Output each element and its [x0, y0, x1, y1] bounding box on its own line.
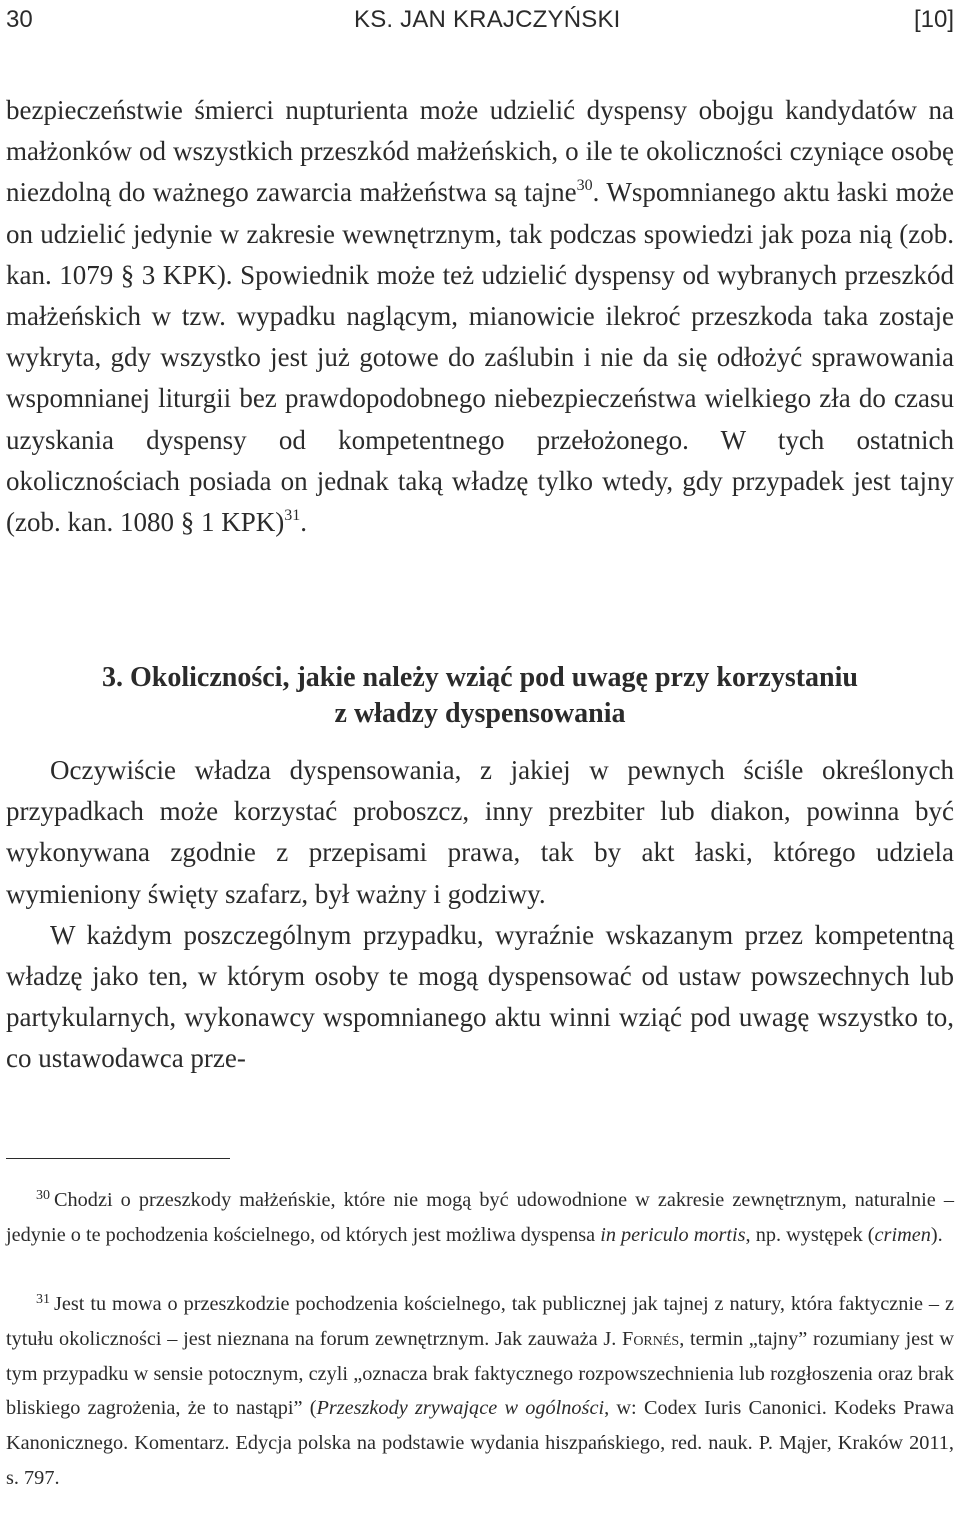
italic-run: in periculo mortis — [600, 1223, 746, 1246]
author-name: Fornés — [622, 1327, 680, 1350]
text-run: Chodzi o przeszkody małżeńskie, które nie mogą być udowodnione w zakresie zewnętrznym, naturalnie – jedynie o te pochodzenia kościelnego, od których jest możliwa dyspensa — [6, 1189, 954, 1246]
footnote-text — [6, 1287, 954, 1496]
body-text-section-3 — [6, 750, 954, 1080]
text-run: bezpieczeństwie śmierci nupturienta może udzielić dyspensy obojgu kandydatów na małżonków od wszystkich przeszkód małżeńskich, o ile te okoliczności czyniące osobę niezdolną do ważnego zawarcia małżeństwa są tajne — [6, 95, 954, 208]
running-title: KS. JAN KRAJCZYŃSKI — [354, 6, 621, 33]
text-run: , w: Codex Iuris Canonici. Kodeks Prawa Kanonicznego. Komentarz. Edycja polska na podstawie wydania hiszpańskiego, red. nauk. P. Mąjer, Kraków 2011, s. 797. — [6, 1397, 954, 1489]
italic-run: Przeszkody zrywające w ogólności — [316, 1397, 605, 1420]
body-text-continued — [6, 90, 954, 543]
heading-line-1: 3. Okoliczności, jakie należy wziąć pod uwagę przy korzystaniu — [102, 662, 858, 693]
text-run: . Wspomnianego aktu łaski może on udzielić jedynie w zakresie wewnętrznym, tak podczas spowiedzi jak poza nią (zob. kan. 1079 § 3 KPK). Spowiednik może też udzielić dyspensy od wybranych przeszkód małżeńskich w tzw. wypadku naglącym, mianowicie ilekroć przeszkoda taka zostaje wykryta, gdy wszystko jest już gotowe do zaślubin i nie da się odłożyć sprawowania wspomnianej liturgii bez prawdopodobnego niebezpieczeństwa wielkiego zła do czasu uzyskania dyspensy od kompetentnego przełożonego. W tych ostatnich okolicznościach posiada on jednak taką władzę tylko wtedy, gdy przypadek jest tajny (zob. kan. 1080 § 1 KPK) — [6, 177, 954, 538]
footnote-number: 31 — [36, 1292, 50, 1307]
page-number: 30 — [6, 6, 33, 33]
footnote-separator — [6, 1158, 230, 1159]
heading-line-2: z władzy dyspensowania — [334, 698, 626, 729]
paragraph: Oczywiście władza dyspensowania, z jakiej w pewnych ściśle określonych przypadkach może korzystać proboszcz, inny prezbiter lub diakon, powinna być wykonywana zgodnie z przepisami prawa, tak by akt łaski, którego udziela wymieniony święty szafarz, był ważny i godziwy. — [6, 755, 954, 909]
footnote-text — [6, 1183, 954, 1253]
footnote-31 — [6, 1287, 954, 1496]
text-run: , np. występek ( — [745, 1223, 875, 1246]
section-heading — [6, 660, 954, 732]
footnote-ref-31[interactable]: 31 — [284, 507, 301, 525]
footnote-number: 30 — [36, 1188, 50, 1203]
text-run: , termin „tajny” rozumiany jest w tym przypadku w sensie potocznym, czyli „oznacza brak faktycznego rozpowszechnienia lub rozgłoszenia oraz brak bliskiego zagrożenia, że to nastąpi” ( — [6, 1327, 954, 1420]
running-header — [6, 2, 954, 42]
paragraph-continued — [6, 90, 954, 543]
text-run: . — [300, 507, 307, 538]
paragraph: W każdym poszczególnym przypadku, wyraźnie wskazanym przez kompetentną władzę jako ten, w którym osoby te mogą dyspensować od ustaw powszechnych lub partykularnych, wykonawcy wspomnianego aktu winni wziąć pod uwagę wszystko to, co ustawodawca prze- — [6, 919, 954, 1074]
text-run: ). — [930, 1223, 943, 1246]
text-run: Jest tu mowa o przeszkodzie pochodzenia kościelnego, tak publicznej jak tajnej z natury, która faktycznie – z tytułu okoliczności – jest nieznana na forum zewnętrznym. Jak zauważa J. — [6, 1293, 954, 1350]
italic-run: crimen — [874, 1223, 931, 1246]
footnote-30 — [6, 1183, 954, 1253]
section-marker: [10] — [913, 6, 954, 33]
footnote-ref-30[interactable]: 30 — [576, 177, 593, 195]
